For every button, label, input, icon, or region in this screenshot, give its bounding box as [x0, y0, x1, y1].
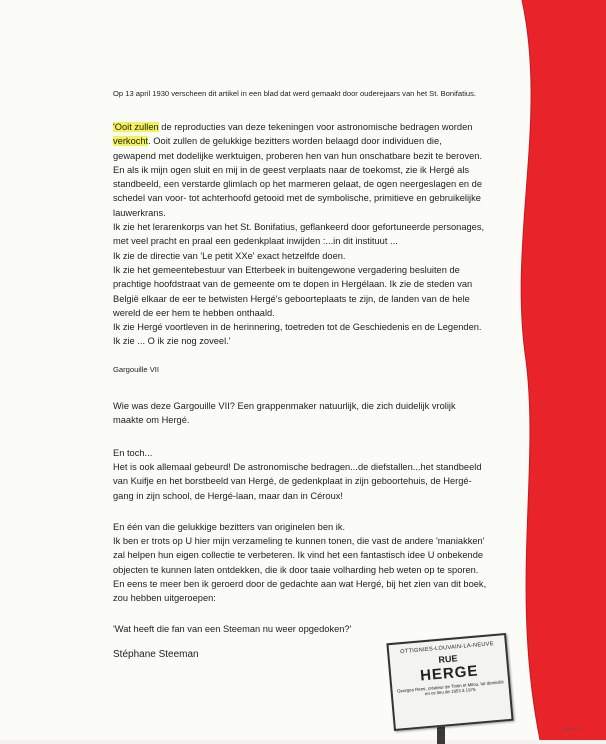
street-sign-photo: [386, 633, 513, 731]
quote-line: gewapend met dodelijke werktuigen, proberen hen van hun onschatbare bezit te beroven.: [113, 150, 483, 161]
quote-line: prachtige hoofdstraat van de gemeente om te dopen in Hergélaan. Ik zie de steden van: [113, 279, 473, 290]
quote-line: wereld de eer hem te hebben onthaald.: [113, 307, 275, 318]
quote-line: lauwerkrans.: [113, 207, 166, 218]
quote-line: En als ik mijn ogen sluit en mij in de geest verplaats naar de toekomst, zie ik Hergé als: [113, 164, 470, 175]
quote-block: [113, 120, 513, 349]
highlighted-text: 'Ooit zullen: [113, 122, 159, 132]
quote-line: Ik zie het lerarenkorps van het St. Bonifatius, geflankeerd door gefortuneerde personages,: [113, 222, 485, 233]
quote-line: verkocht. Ooit zullen de gelukkige bezitters worden belaagd door individuen die,: [113, 136, 442, 147]
sign-rue: RUE: [438, 653, 458, 665]
author-name: Stéphane Steeman: [113, 648, 199, 660]
sign-city: OTTIGNIES-LOUVAIN-LA-NEUVE: [400, 641, 495, 656]
paragraph: Het is ook allemaal gebeurd! De astronomische bedragen...de diefstallen...het standbeeld van Kuifje en het borstbeeld van Hergé, de gedenkplaat in zijn geboortehuis, de Hergé- gang in zijn school, de Hergé-laan, maar dan in Céroux!: [113, 461, 482, 501]
sign-caption: Georges Remi, créateur de Tintin et Milou, fut domicilié en ce lieu de 1953 à 1976.: [396, 679, 504, 697]
intro-line: Op 13 april 1930 verscheen dit artikel in een blad dat werd gemaakt door ouderejaars van het St. Bonifatius.: [113, 89, 477, 98]
quote-line: schedel van voor- tot achterhoofd getooid met de symbolische, primitieve en gebruikelijke: [113, 193, 481, 204]
paragraph: En één van die gelukkige bezitters van originelen ben ik. Ik ben er trots op U hier mijn verzameling te kunnen tonen, die vast de andere 'maniakken' zal helpen hun eigen collectie te verbeteren. Ik vind het een fantastisch idee U onbekende objecten te kunnen laten ontdekken, die ik door taaie volharding heb weten op te sporen. En eens te meer ben ik geroerd door de gedachte aan wat Hergé, bij het zien van dit boek, zou hebben uitgeroepen:: [113, 521, 487, 604]
page-number: Hergé 13: [563, 726, 580, 731]
highlighted-text: verkocht: [113, 136, 149, 147]
quote-line: 'Ooit zullen de reproducties van deze tekeningen voor astronomische bedragen worden: [113, 122, 473, 132]
quote-line: België elkaar de eer te betwisten Hergé's geboorteplaats te zijn, de landen van de hele: [113, 293, 470, 304]
pseudonym-signature: Gargouille VII: [113, 364, 160, 374]
quote-line: met veel pracht en praal een gedenkplaat inwijden :...in dit instituut ...: [113, 236, 398, 247]
quote-line: standbeeld, een verstarde glimlach op het marmeren gelaat, de ogen neergeslagen en de: [113, 179, 483, 190]
article-text: [113, 88, 513, 672]
quote-line: Ik zie het gemeentebestuur van Etterbeek in buitengewone vergadering besluiten de: [113, 264, 460, 275]
paragraph: En toch...: [113, 447, 153, 458]
sign-street-name: HERGE: [419, 662, 480, 685]
quote-line: Ik zie de directie van 'Le petit XXe' exact hetzelfde doen.: [113, 250, 346, 261]
closing-quote: 'Wat heeft die fan van een Steeman nu weer opgedoken?': [113, 623, 352, 634]
quote-line: Ik zie Hergé voortleven in de herinnering, toetreden tot de Geschiedenis en de Legenden.: [113, 322, 482, 333]
paragraph: Wie was deze Gargouille VII? Een grappenmaker natuurlijk, die zich duidelijk vrolijk maakte om Hergé.: [113, 401, 456, 426]
quote-line: Ik zie ... O ik zie nog zoveel.': [113, 336, 231, 347]
